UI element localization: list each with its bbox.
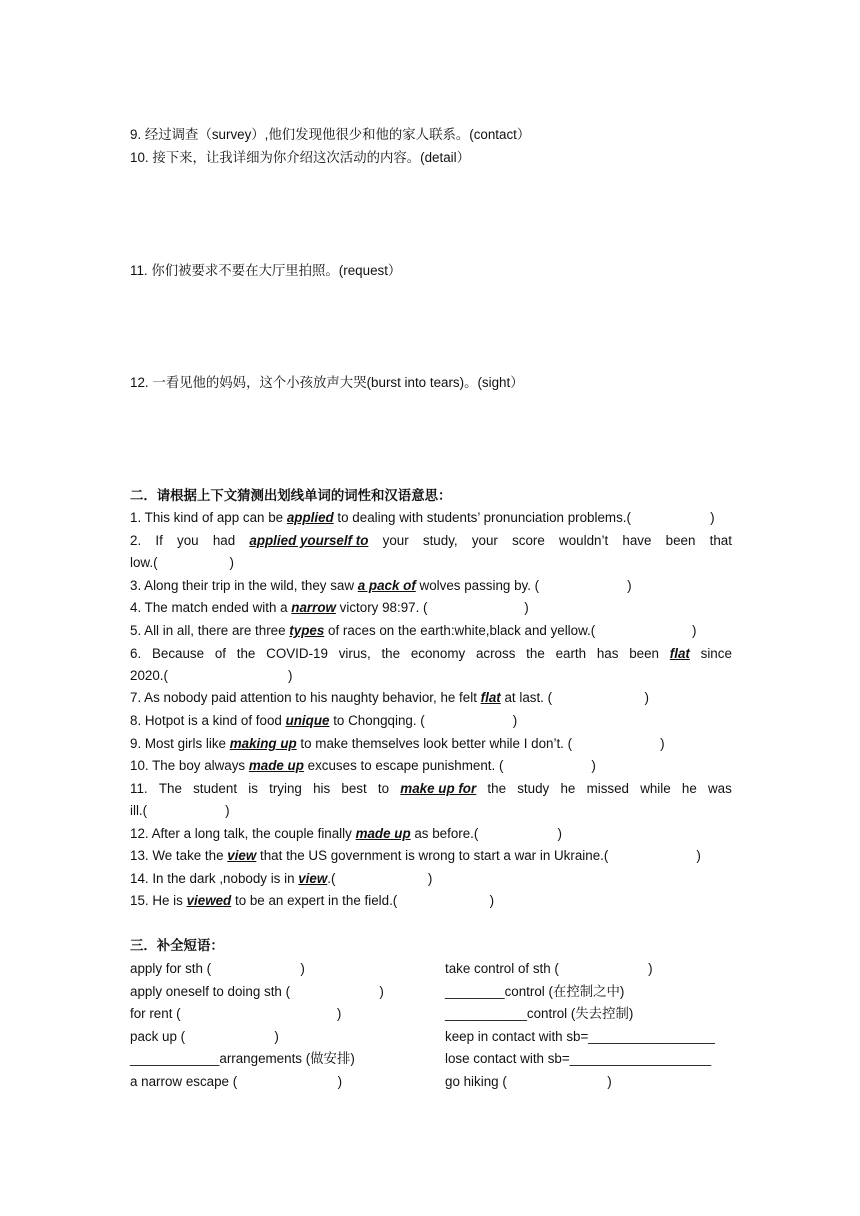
phrase-left-6: a narrow escape ( ): [130, 1074, 343, 1089]
close-paren: ): [225, 803, 230, 818]
question-word: has: [596, 646, 619, 661]
phrase-right-1: take control of sth ( ): [445, 961, 653, 976]
question-item-5: [130, 622, 697, 640]
section3-heading: 三．补全短语：: [130, 938, 224, 953]
close-paren: ): [627, 578, 632, 593]
question-text: .(: [327, 871, 336, 886]
question-item-7: [130, 689, 649, 707]
question-item-6-continued: [130, 667, 292, 685]
question-item-14: [130, 870, 432, 888]
question-word: across: [475, 646, 516, 661]
question-word: If: [155, 533, 163, 548]
question-word: he: [681, 781, 697, 796]
question-text: 13. We take the: [130, 848, 228, 863]
close-paren: ): [489, 893, 495, 908]
question-text: 2020.(: [130, 668, 168, 683]
keyword: flat: [480, 690, 501, 705]
question-text: that the US government is wrong to start a war in Ukraine.(: [256, 848, 609, 863]
question-text: 8. Hotpot is a kind of food: [130, 713, 286, 728]
question-word: 6.: [130, 646, 142, 661]
question-word: of: [214, 646, 226, 661]
question-word: that: [709, 533, 732, 548]
question-text: 15. He is: [130, 893, 187, 908]
question-word: the: [236, 646, 256, 661]
question-text: to make themselves look better while I don’t. (: [296, 736, 573, 751]
question-word: wouldn’t: [559, 533, 609, 548]
question-text: wolves passing by. (: [415, 578, 540, 593]
close-paren: ): [512, 713, 518, 728]
phrase-left-3: for rent ( ): [130, 1006, 342, 1021]
question-word: the: [487, 781, 507, 796]
keyword: applied yourself to: [249, 533, 369, 548]
keyword: flat: [669, 646, 690, 661]
section2-heading: 二．请根据上下文猜测出划线单词的词性和汉语意思：: [130, 488, 452, 503]
phrase-right-6: go hiking ( ): [445, 1074, 612, 1089]
close-paren: ): [229, 555, 235, 570]
close-paren: ): [287, 668, 293, 683]
translation-item-9: 9. 经过调查（survey）,他们发现他很少和他的家人联系。(contact）: [130, 127, 531, 142]
question-word: your: [382, 533, 409, 548]
question-word: since: [700, 646, 732, 661]
phrase-right-3: ___________control (失去控制): [445, 1006, 634, 1021]
keyword: applied: [286, 510, 334, 525]
translation-item-10: 10. 接下来，让我详细为你介绍这次活动的内容。(detail）: [130, 150, 471, 165]
question-word: virus,: [338, 646, 371, 661]
question-text: victory 98:97. (: [335, 600, 428, 615]
question-word: to: [377, 781, 390, 796]
question-item-8: [130, 712, 517, 730]
question-item-6: [130, 645, 732, 663]
question-text: to be an expert in the field.(: [231, 893, 398, 908]
close-paren: ): [591, 758, 596, 773]
close-paren: ): [557, 826, 563, 841]
close-paren: ): [710, 510, 715, 525]
question-item-9: [130, 735, 665, 753]
keyword: unique: [285, 713, 330, 728]
keyword: making up: [229, 736, 297, 751]
translation-item-12: 12. 一看见他的妈妈，这个小孩放声大哭(burst into tears)。(sight）: [130, 375, 524, 390]
question-item-13: [130, 847, 701, 865]
question-word: Because: [151, 646, 205, 661]
question-text: low.(: [130, 555, 158, 570]
question-word: student: [193, 781, 238, 796]
question-word: the: [526, 646, 545, 661]
question-item-11: [130, 780, 732, 798]
question-item-3: [130, 577, 632, 595]
question-item-1: [130, 509, 715, 527]
keyword: make up for: [400, 781, 477, 796]
question-text: 5. All in all, there are three: [130, 623, 290, 638]
question-text: 9. Most girls like: [130, 736, 230, 751]
question-text: 1. This kind of app can be: [130, 510, 287, 525]
question-item-2: [130, 532, 732, 550]
question-text: 4. The match ended with a: [130, 600, 292, 615]
phrase-left-2: apply oneself to doing sth ( ): [130, 984, 384, 999]
phrase-left-1: apply for sth ( ): [130, 961, 305, 976]
question-text: 3. Along their trip in the wild, they saw: [130, 578, 358, 593]
translation-item-11: 11. 你们被要求不要在大厅里拍照。(request）: [130, 263, 402, 278]
question-word: his: [313, 781, 331, 796]
question-text: 12. After a long talk, the couple finally: [130, 826, 356, 841]
question-word: 2.: [130, 533, 142, 548]
question-item-11-continued: [130, 802, 230, 820]
question-word: score: [512, 533, 545, 548]
question-word: have: [622, 533, 652, 548]
question-text: to dealing with students’ pronunciation problems.(: [333, 510, 631, 525]
close-paren: ): [644, 690, 649, 705]
question-word: The: [158, 781, 182, 796]
question-word: COVID-19: [266, 646, 328, 661]
question-item-4: [130, 599, 529, 617]
question-word: been: [665, 533, 696, 548]
question-word: best: [341, 781, 367, 796]
question-word: the: [381, 646, 401, 661]
question-word: missed: [586, 781, 629, 796]
question-word: been: [629, 646, 660, 661]
question-text: as before.(: [410, 826, 479, 841]
question-word: study: [517, 781, 550, 796]
question-text: to Chongqing. (: [329, 713, 425, 728]
keyword: viewed: [186, 893, 232, 908]
question-word: was: [708, 781, 732, 796]
keyword: narrow: [291, 600, 336, 615]
question-text: of races on the earth:white,black and yellow.(: [324, 623, 596, 638]
phrase-left-5: ____________arrangements (做安排): [130, 1051, 355, 1066]
question-text: 7. As nobody paid attention to his naughty behavior, he felt: [130, 690, 481, 705]
keyword: view: [227, 848, 257, 863]
close-paren: ): [524, 600, 529, 615]
phrase-right-4: keep in contact with sb=_________________: [445, 1029, 715, 1044]
question-word: earth: [555, 646, 587, 661]
question-text: 14. In the dark ,nobody is in: [130, 871, 299, 886]
question-text: ill.(: [130, 803, 148, 818]
close-paren: ): [427, 871, 433, 886]
question-word: he: [560, 781, 576, 796]
question-word: had: [212, 533, 236, 548]
question-item-10: [130, 757, 596, 775]
close-paren: ): [660, 736, 665, 751]
keyword: made up: [355, 826, 411, 841]
question-text: excuses to escape punishment. (: [303, 758, 504, 773]
question-word: while: [640, 781, 671, 796]
question-text: 10. The boy always: [130, 758, 249, 773]
question-word: 11.: [130, 781, 148, 796]
keyword: types: [289, 623, 325, 638]
question-item-12: [130, 825, 562, 843]
question-word: your: [471, 533, 498, 548]
question-item-2-continued: [130, 554, 234, 572]
keyword: made up: [248, 758, 304, 773]
phrase-right-2: ________control (在控制之中): [445, 984, 625, 999]
question-word: you: [177, 533, 199, 548]
close-paren: ): [696, 848, 701, 863]
close-paren: ): [692, 623, 697, 638]
phrase-right-5: lose contact with sb=___________________: [445, 1051, 712, 1066]
question-text: at last. (: [500, 690, 553, 705]
question-word: trying: [269, 781, 302, 796]
question-word: study,: [422, 533, 458, 548]
question-word: is: [248, 781, 258, 796]
question-item-15: [130, 892, 494, 910]
question-word: economy: [410, 646, 466, 661]
keyword: a pack of: [357, 578, 416, 593]
keyword: view: [298, 871, 328, 886]
phrase-left-4: pack up ( ): [130, 1029, 279, 1044]
